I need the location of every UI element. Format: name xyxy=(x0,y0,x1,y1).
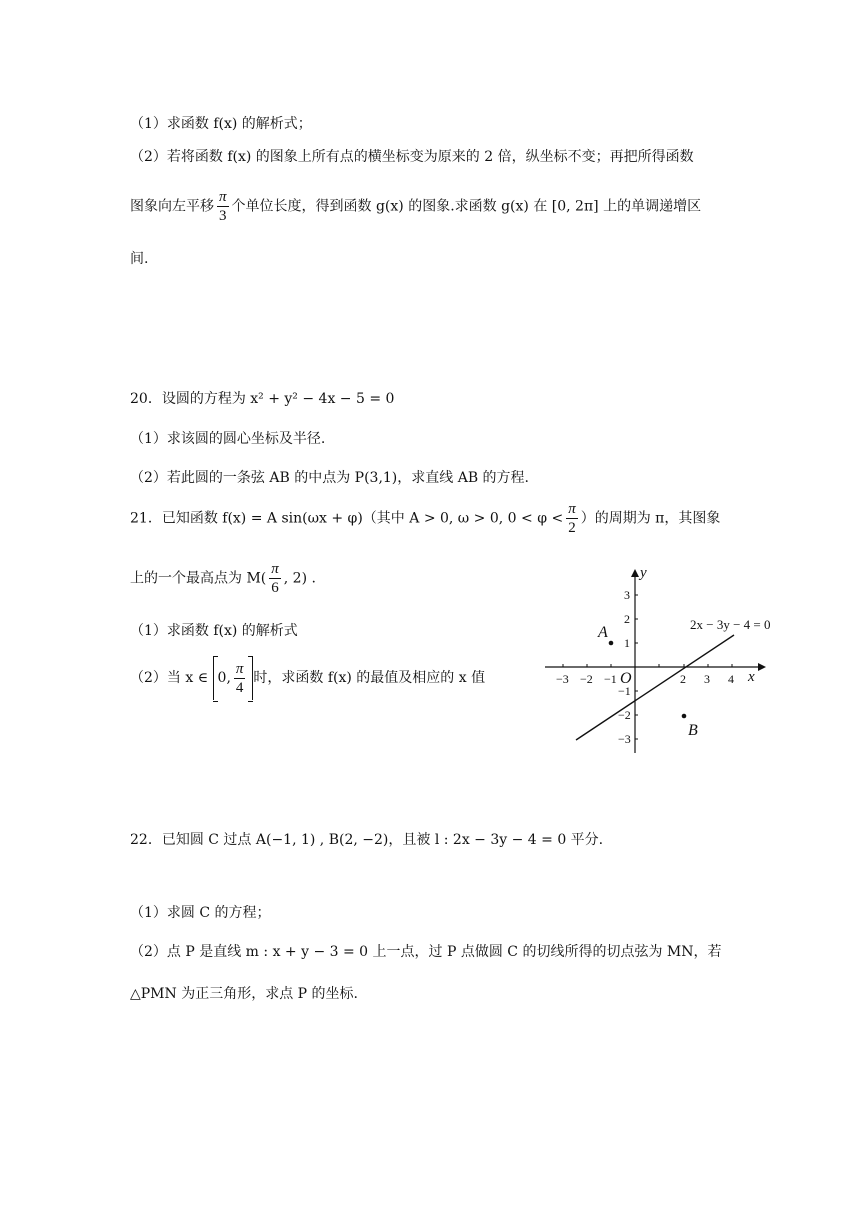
y-tick-label: 1 xyxy=(624,636,630,650)
q22-part2-line2: △PMN 为正三角形，求点 P 的坐标. xyxy=(130,986,358,1002)
q22-part2-line1: （2）点 P 是直线 m : x + y − 3 = 0 上一点，过 P 点做圆 C 的切线所得的切点弦为 MN，若 xyxy=(130,944,722,960)
y-tick-label: −3 xyxy=(618,732,631,746)
point-a-label: A xyxy=(598,624,608,641)
origin-label: O xyxy=(620,670,632,687)
q21-line2-pre: 上的一个最高点为 M( xyxy=(130,570,267,587)
x-tick-label: −1 xyxy=(604,672,617,686)
q22-part1: （1）求圆 C 的方程； xyxy=(130,905,271,921)
q20-stem: 20．设圆的方程为 x² + y² − 4x − 5 = 0 xyxy=(130,391,395,407)
point-b xyxy=(682,714,687,719)
q21-part2 xyxy=(130,656,485,700)
x-tick-label: 2 xyxy=(680,672,686,686)
q20-part1: （1）求该圆的圆心坐标及半径. xyxy=(130,431,326,447)
frac-den: 2 xyxy=(568,520,576,536)
x-axis-label: x xyxy=(748,669,755,685)
x-axis-arrow xyxy=(758,663,766,671)
y-axis-label: y xyxy=(640,565,647,581)
fraction-pi-3 xyxy=(217,188,229,225)
q21-part1: （1）求函数 f(x) 的解析式 xyxy=(130,623,298,639)
line-2x-3y-4 xyxy=(576,635,734,740)
q20-part2: （2）若此圆的一条弦 AB 的中点为 P(3,1)，求直线 AB 的方程. xyxy=(130,470,530,486)
y-tick-label: −1 xyxy=(618,684,631,698)
frac-den: 4 xyxy=(235,679,244,696)
q19-part2-line1: （2）若将函数 f(x) 的图象上所有点的横坐标变为原来的 2 倍，纵坐标不变；再把所得函数 xyxy=(130,149,694,165)
q19-text: 图象向左平移 xyxy=(130,198,214,215)
line-label: 2x − 3y − 4 = 0 xyxy=(690,617,771,632)
q21-part2-pre: （2）当 x ∈ xyxy=(130,670,209,686)
q21-line2 xyxy=(130,560,316,597)
point-a xyxy=(609,641,614,646)
frac-num: π xyxy=(219,189,227,205)
x-tick-label: −3 xyxy=(556,672,569,686)
y-tick-label: −2 xyxy=(618,708,631,722)
q19-text-post: 个单位长度，得到函数 g(x) 的图象.求函数 g(x) 在 [0, 2π] 上的单调递增区 xyxy=(231,198,702,215)
q19-part2-line2 xyxy=(130,188,701,225)
y-tick-label: 2 xyxy=(624,612,630,626)
frac-num: π xyxy=(568,501,576,517)
q19-part2-line3: 间. xyxy=(130,251,149,267)
interval-bracket xyxy=(213,656,254,700)
frac-num: π xyxy=(271,561,279,577)
q21-part2-post: 时，求函数 f(x) 的最值及相应的 x 值 xyxy=(253,670,486,686)
q21-stem xyxy=(130,500,720,537)
y-tick-label: 3 xyxy=(624,588,630,602)
frac-den: 6 xyxy=(271,580,279,596)
frac-den: 3 xyxy=(219,208,227,224)
fraction-pi-6 xyxy=(269,560,281,597)
y-axis-arrow xyxy=(631,569,639,577)
q19-part1: （1）求函数 f(x) 的解析式； xyxy=(130,116,312,132)
point-b-label: B xyxy=(688,722,698,739)
fraction-pi-4 xyxy=(234,660,246,697)
q21-stem-post: ）的周期为 π，其图象 xyxy=(580,510,721,527)
fraction-pi-2 xyxy=(566,500,578,537)
q21-line2-post: , 2) . xyxy=(283,570,316,587)
interval-lo: 0, xyxy=(217,670,231,686)
frac-num: π xyxy=(235,660,244,677)
q21-stem-pre: 21．已知函数 f(x) = A sin(ωx + φ)（其中 A > 0, ω > 0, 0 < φ < xyxy=(130,510,564,527)
coordinate-figure xyxy=(540,565,790,760)
q22-stem: 22．已知圆 C 过点 A(−1, 1) , B(2, −2)，且被 l : 2x − 3y − 4 = 0 平分. xyxy=(130,832,604,848)
x-tick-label: 3 xyxy=(704,672,710,686)
x-tick-label: 4 xyxy=(728,672,734,686)
x-tick-label: −2 xyxy=(580,672,593,686)
